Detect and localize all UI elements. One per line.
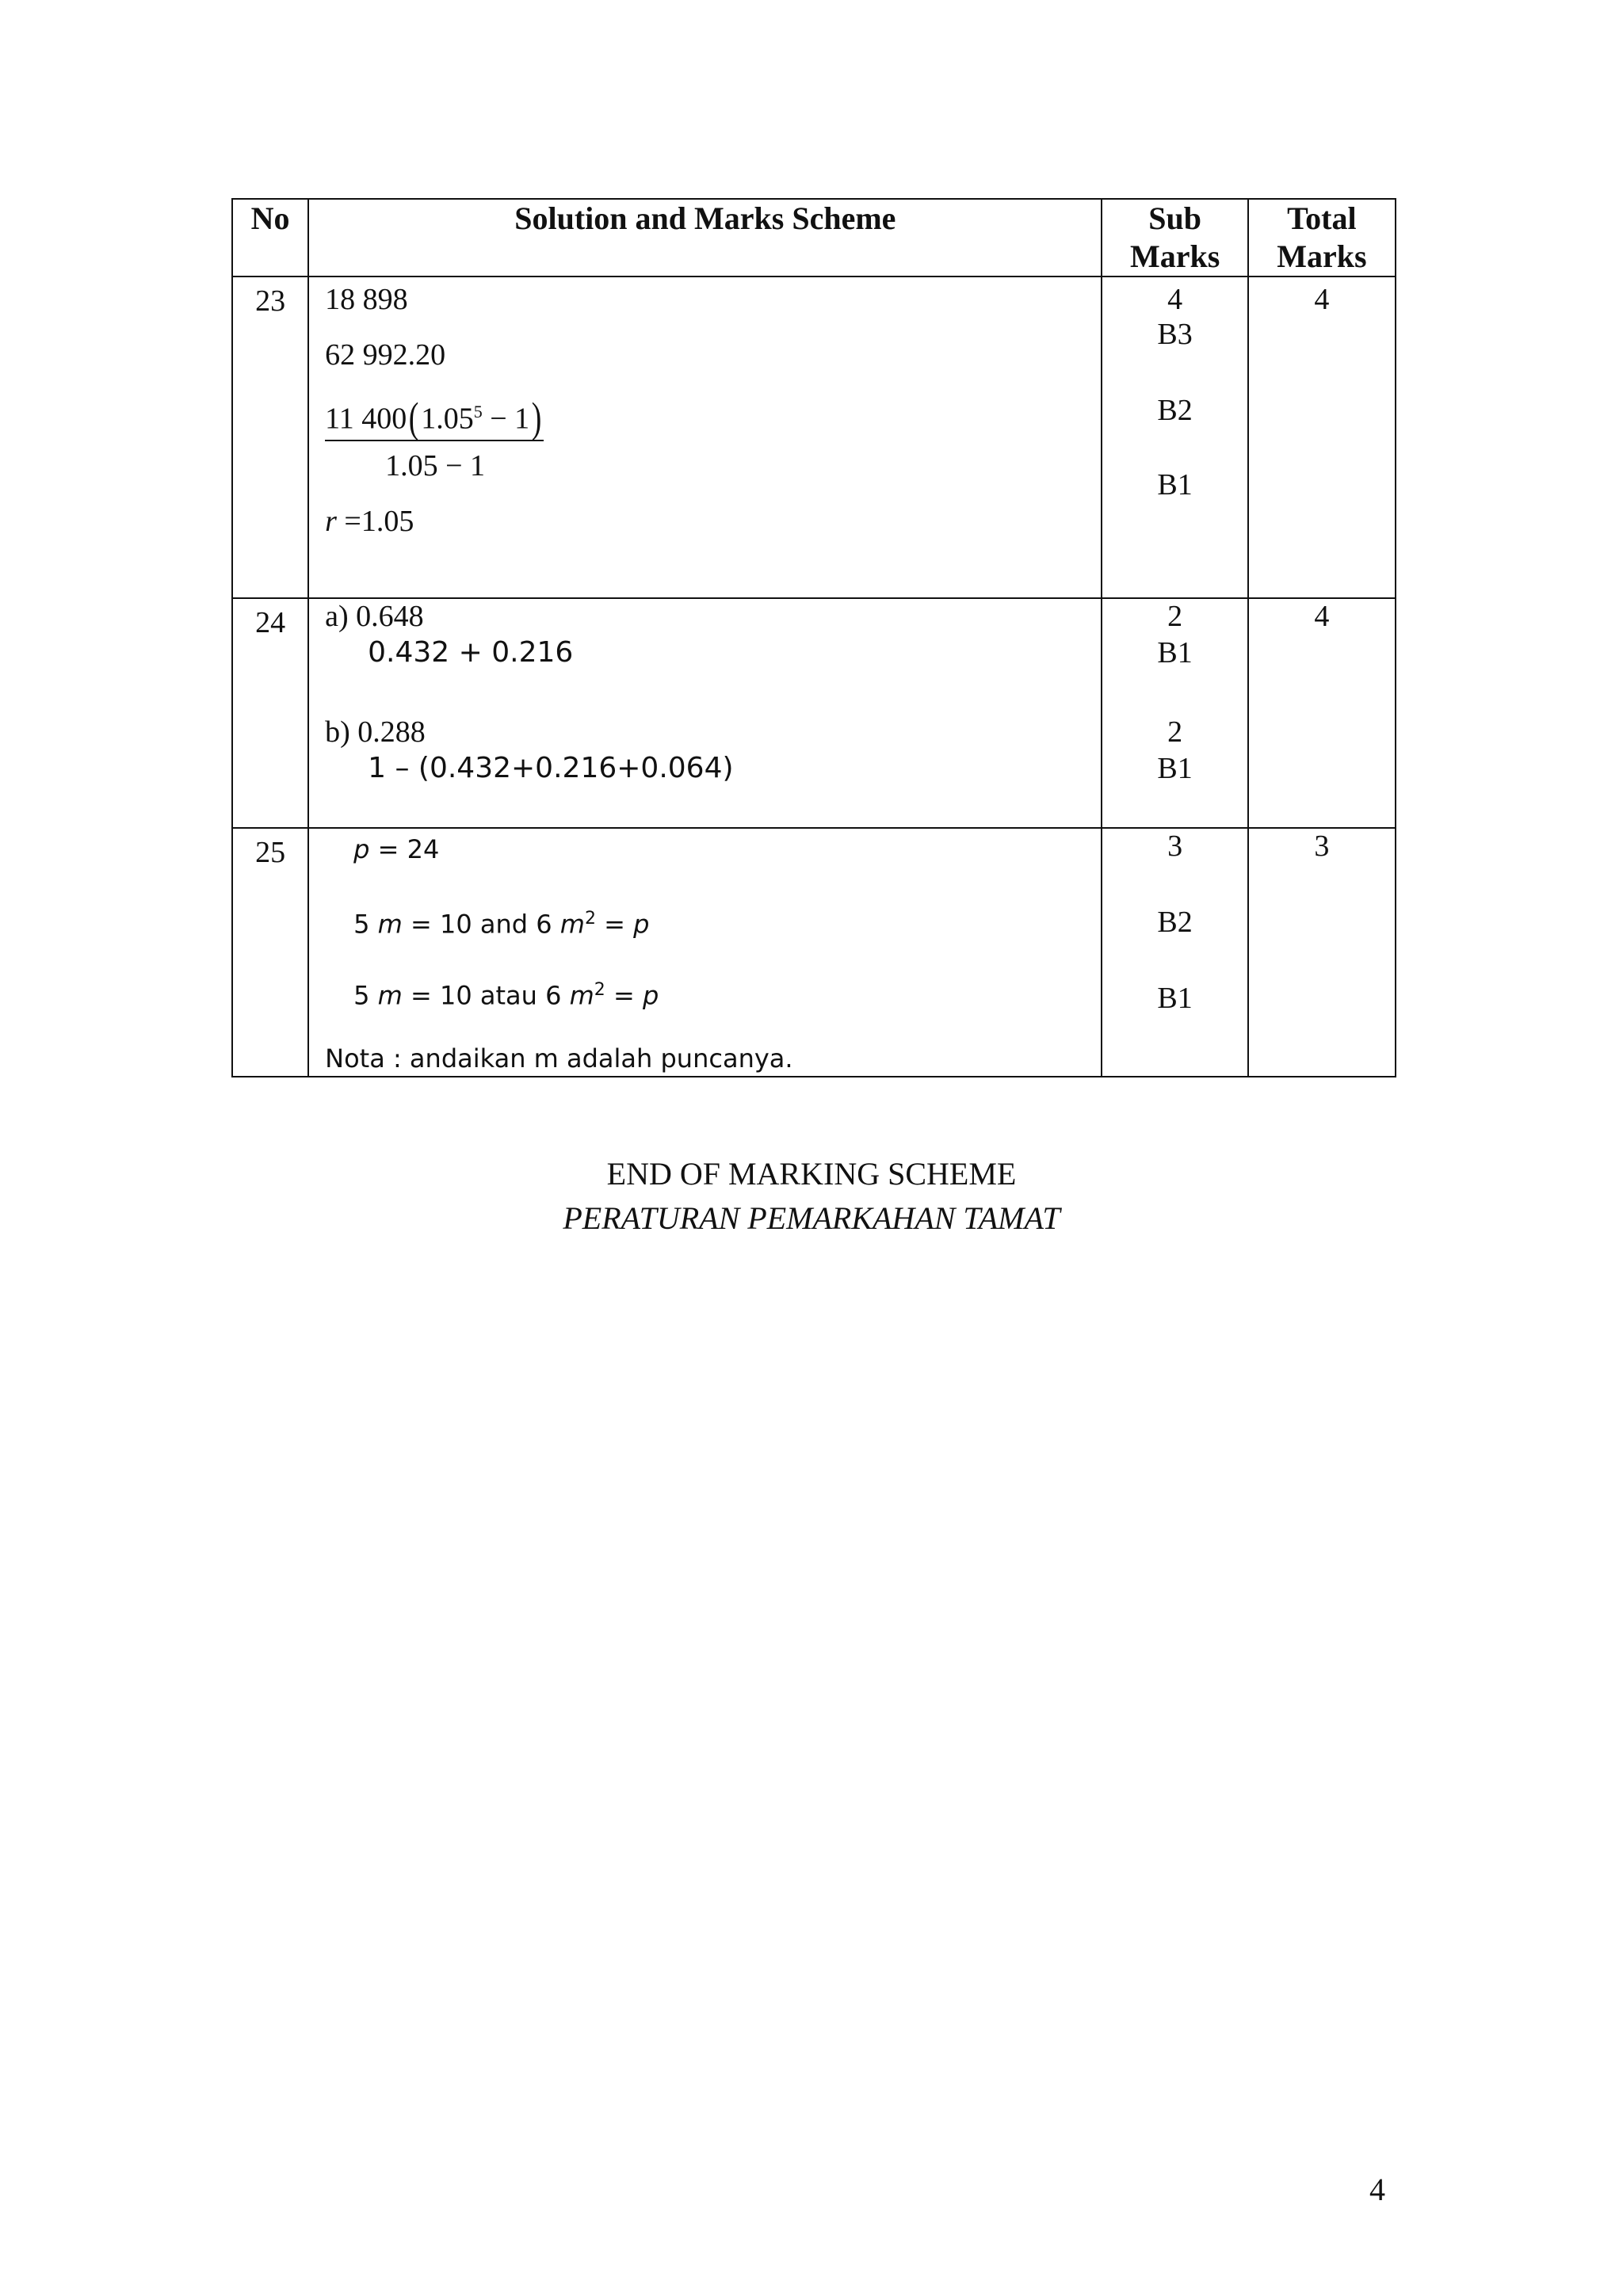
page-number: 4 — [1369, 2172, 1385, 2207]
sub-marks-cell — [1102, 828, 1247, 1077]
ratio-line: r =1.05 — [325, 505, 414, 538]
answer-line: p = 24 — [353, 834, 440, 864]
header-no: No — [232, 199, 308, 277]
working-line: 62 992.20 — [325, 338, 446, 372]
end-of-scheme-english: END OF MARKING SCHEME — [606, 1156, 1017, 1192]
header-solution: Solution and Marks Scheme — [308, 199, 1102, 277]
part-b-working: 1 – (0.432+0.216+0.064) — [368, 752, 734, 784]
sub-mark: 2 — [1167, 600, 1183, 633]
sub-mark: B1 — [1157, 752, 1193, 785]
working-line-atau: 5 m = 10 atau 6 $m^2 = p$ — [353, 980, 659, 1011]
total-mark: 3 — [1314, 830, 1330, 863]
table-row — [232, 828, 1396, 1077]
part-a-working: 0.432 + 0.216 — [368, 636, 574, 669]
solution-cell — [308, 828, 1102, 1077]
question-number: 25 — [255, 836, 286, 869]
total-marks-cell — [1248, 277, 1396, 598]
question-number: 24 — [255, 606, 286, 639]
sub-marks-cell — [1102, 277, 1247, 598]
sub-mark: B1 — [1157, 468, 1193, 502]
sub-mark: B3 — [1157, 318, 1193, 351]
sub-mark: 4 — [1167, 283, 1183, 316]
fraction-denominator: 1.05 − 1 — [385, 449, 486, 482]
sub-mark: B1 — [1157, 636, 1193, 669]
total-mark: 4 — [1314, 283, 1330, 316]
sub-marks-cell — [1102, 598, 1247, 828]
total-mark: 4 — [1314, 600, 1330, 633]
question-number: 23 — [255, 284, 286, 318]
marking-scheme-table — [231, 198, 1396, 1077]
header-sub-marks: Sub Marks — [1102, 199, 1247, 277]
end-of-scheme-malay: PERATURAN PEMARKAHAN TAMAT — [563, 1200, 1060, 1236]
sub-mark: B1 — [1157, 982, 1193, 1015]
sub-mark: B2 — [1157, 394, 1193, 427]
sub-mark: 2 — [1167, 715, 1183, 749]
part-a-answer: a) 0.648 — [325, 600, 424, 633]
table-row — [232, 277, 1396, 598]
working-line-and: 5 m = 10 and 6 $m^2 = p$ — [353, 909, 650, 940]
header-total-marks: Total Marks — [1248, 199, 1396, 277]
total-marks-cell — [1248, 598, 1396, 828]
solution-cell — [308, 277, 1102, 598]
solution-cell — [308, 598, 1102, 828]
note-line: Nota : andaikan m adalah puncanya. — [325, 1043, 793, 1074]
fraction-numerator: 11 $400(1.05^5 - 1)$ — [325, 395, 544, 441]
table-row — [232, 598, 1396, 828]
total-marks-cell — [1248, 828, 1396, 1077]
answer-line: 18 898 — [325, 283, 408, 316]
sub-mark: B2 — [1157, 906, 1193, 939]
part-b-answer: b) 0.288 — [325, 715, 426, 749]
sub-mark: 3 — [1167, 830, 1183, 863]
table-header-row — [232, 199, 1396, 277]
